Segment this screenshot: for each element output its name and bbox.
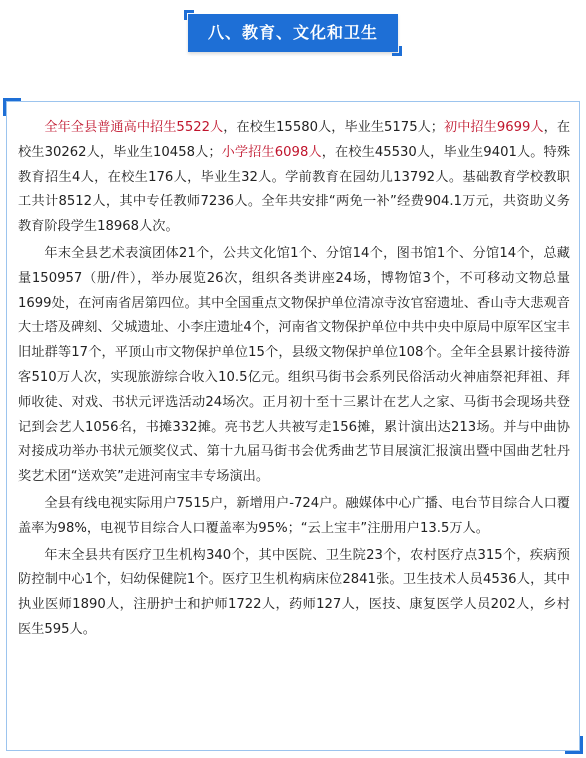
body-text: ，在校生45530人，毕业生9401人。特殊教育招生4人，在校生176人，毕业生32人。学前教育在园幼儿13792人。基础教育学校教职工共计8512人，其中专任教师7236人。全年共安排“两免一补”经费904.1万元，共资助义务教育阶段学生18968人次。 bbox=[18, 144, 571, 235]
culture-paragraph: 年末全县艺术表演团体21个，公共文化馆1个、分馆14个，图书馆1个、分馆14个，总藏量150957（册/件），举办展览26次，组织各类讲座24场，博物馆3个，不可移动文物总量1699处，在河南省居第四位。其中全国重点文物保护单位清凉寺汝官窑遗址、香山寺大悲观音大士塔及碑刻、父城遗址、小李庄遗址4个，河南省文物保护单位中共中央中原局中原军区宝丰旧址群等17个，平顶山市文物保护单位15个，县级文物保护单位108个。全年全县累计接待游客510万人次，实现旅游综合收入10.5亿元。组织马街书会系列民俗活动火神庙祭祀拜祖、拜师收徒、对戏、书状元评选活动24场次。正月初十至十三累计在艺人之家、马街书会现场共登记到会艺人1056名，书摊332摊。亮书艺人共被写走156摊，累计演出达213场。并与中曲协对接成功举办书状元颁奖仪式、第十九届马街书会优秀曲艺节目展演汇报演出暨中国曲艺牡丹奖艺术团“送欢笑”走进河南宝丰专场演出。 bbox=[18, 245, 570, 485]
body-text: ，在校生30262人，毕业生10458人； bbox=[18, 120, 571, 160]
frame-corner-decoration bbox=[3, 98, 21, 116]
body-text: ，在校生15580人，毕业生5175人； bbox=[223, 120, 444, 135]
highlight-text: 初中招生9699人 bbox=[444, 120, 544, 135]
highlight-text: 全年全县普通高中招生5522人 bbox=[44, 120, 224, 135]
section-title: 八、教育、文化和卫生 bbox=[207, 23, 378, 42]
health-paragraph: 年末全县共有医疗卫生机构340个，其中医院、卫生院23个，农村医疗点315个，疾病预防控制中心1个，妇幼保健院1个。医疗卫生机构病床位2841张。卫生技术人员4536人，其中执业医师1890人，注册护士和护师1722人，药师127人，医技、康复医学人员202人，乡村医生595人。 bbox=[18, 547, 570, 637]
highlight-text: 小学招生6098人 bbox=[221, 144, 322, 160]
section-title-tab bbox=[188, 14, 398, 52]
header-corner-decoration bbox=[392, 46, 402, 56]
media-paragraph: 全县有线电视实际用户7515户，新增用户-724户。融媒体中心广播、电台节目综合人口覆盖率为98%，电视节目综合人口覆盖率为95%；“云上宝丰”注册用户13.5万人。 bbox=[18, 495, 570, 536]
frame-corner-decoration bbox=[565, 736, 583, 754]
section-header bbox=[0, 0, 586, 70]
article-body bbox=[18, 116, 570, 645]
education-paragraph bbox=[18, 116, 570, 240]
